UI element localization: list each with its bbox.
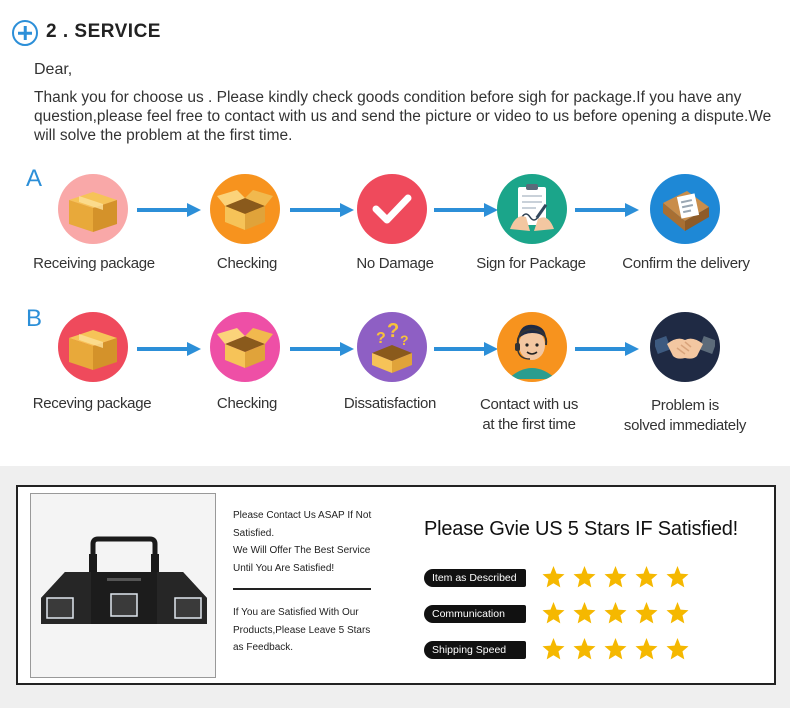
step-a1-circle [58, 174, 128, 244]
step-a2-label: Checking [216, 255, 278, 272]
star-icon [634, 601, 659, 625]
greeting: Dear, [34, 61, 73, 78]
satisfied-line-2: Products,Please Leave 5 Stars [233, 624, 371, 636]
contact-line-4: Until You Are Satisfied! [233, 562, 335, 574]
svg-text:?: ? [387, 320, 400, 342]
arrow-b3 [434, 342, 498, 356]
contact-line-1: Please Contact Us ASAP If Not [233, 510, 372, 521]
star-icon [634, 637, 659, 661]
svg-text:?: ? [376, 330, 386, 347]
star-icon [572, 637, 597, 661]
step-a1-label: Receiving package [33, 255, 155, 272]
star-icon [603, 637, 628, 661]
star-icon [541, 637, 566, 661]
star-icon [603, 565, 628, 589]
rating-stars-communication [541, 601, 690, 625]
step-a4-label: Sign for Package [476, 255, 586, 272]
rating-label-shipping: Shipping Speed [424, 641, 526, 659]
intro-text: Thank you for choose us . Please kindly check goods condition before sigh for package.If you have any question,please feel free to contact with us and send the picture or video to us before opening a dispute.We will solve the problem at the first time. [34, 89, 772, 144]
step-b5-label-line1: Problem is [651, 397, 719, 414]
step-b3-label: Dissatisfaction [343, 395, 437, 412]
contact-message [233, 507, 393, 577]
step-b4-circle [497, 312, 567, 382]
rating-label-communication: Communication [424, 605, 526, 623]
star-icon [541, 601, 566, 625]
step-b3-circle [357, 312, 427, 382]
star-icon [541, 565, 566, 589]
star-icon [603, 601, 628, 625]
arrow-b1 [137, 342, 201, 356]
laser-light-image [31, 494, 216, 678]
contact-line-2: Satisfied. [233, 527, 275, 539]
handshake-icon [655, 322, 715, 372]
step-b5-circle [650, 312, 720, 382]
divider [233, 588, 371, 590]
step-b1-circle [58, 312, 128, 382]
satisfied-message [233, 604, 393, 657]
question-box-icon [364, 319, 420, 375]
step-a2-circle [210, 174, 280, 244]
star-icon [665, 637, 690, 661]
satisfied-line-3: as Feedback. [233, 642, 294, 653]
rating-stars-shipping [541, 637, 690, 661]
step-a3-circle [357, 174, 427, 244]
rating-label-item: Item as Described [424, 569, 526, 587]
svg-text:?: ? [400, 332, 409, 348]
step-b4-label [454, 395, 604, 435]
step-a5-label: Confirm the delivery [622, 255, 750, 272]
arrow-a2 [290, 203, 354, 217]
step-b1-label: Receving package [32, 395, 152, 412]
stars-title: Please Gvie US 5 Stars IF Satisfied! [424, 518, 739, 540]
rating-stars-item [541, 565, 690, 589]
step-b2-label: Checking [216, 395, 278, 412]
star-icon [665, 601, 690, 625]
section-title: 2 . SERVICE [46, 21, 161, 42]
step-b4-label-line1: Contact with us [479, 396, 579, 413]
arrow-b4 [575, 342, 639, 356]
arrow-b2 [290, 342, 354, 356]
box-open-icon [217, 184, 273, 234]
contact-line-3: We Will Offer The Best Service [233, 545, 371, 556]
step-b5-label [610, 396, 760, 436]
step-a3-label: No Damage [356, 255, 434, 272]
star-icon [572, 601, 597, 625]
row-b-letter: B [26, 305, 43, 332]
star-icon [665, 565, 690, 589]
box-closed-icon [65, 184, 121, 234]
row-a-letter: A [26, 165, 43, 192]
box-open-icon [217, 322, 273, 372]
plus-circle-icon [12, 20, 38, 46]
step-a5-circle [650, 174, 720, 244]
arrow-a1 [137, 203, 201, 217]
parcel-document-icon [657, 181, 713, 237]
support-agent-icon [500, 315, 564, 379]
satisfied-line-1: If You are Satisfied With Our [233, 607, 359, 618]
step-b4-label-line2: at the first time [482, 416, 576, 433]
step-a4-circle [497, 174, 567, 244]
star-icon [572, 565, 597, 589]
step-b2-circle [210, 312, 280, 382]
box-closed-icon [65, 322, 121, 372]
checkmark-icon [368, 189, 416, 229]
star-icon [634, 565, 659, 589]
arrow-a4 [575, 203, 639, 217]
clipboard-sign-icon [504, 181, 560, 237]
step-b5-label-line2: solved immediately [623, 417, 747, 434]
arrow-a3 [434, 203, 498, 217]
product-photo [30, 493, 216, 678]
